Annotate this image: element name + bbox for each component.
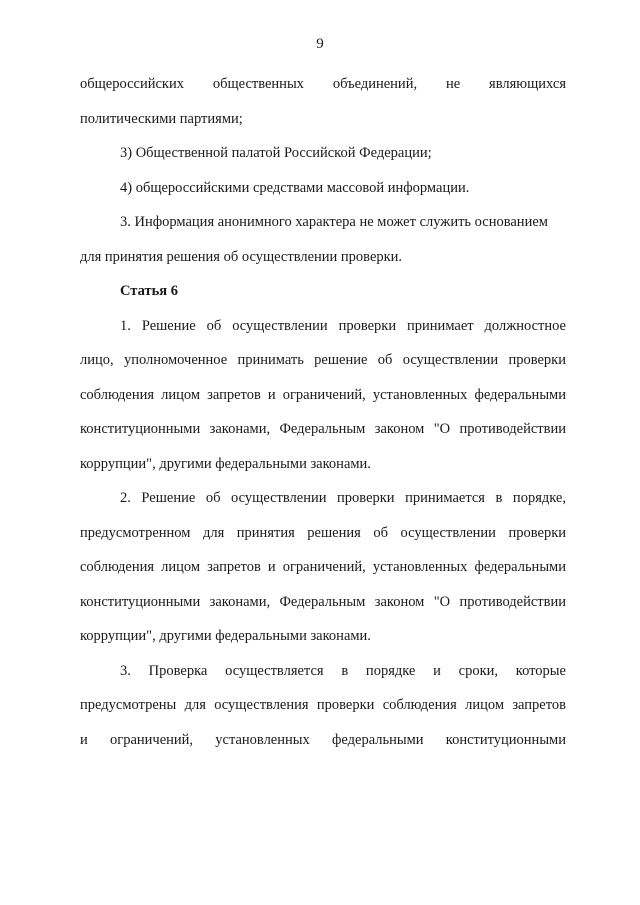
article-heading: Статья 6 [120,283,178,299]
text-line: и ограничений, установленных федеральными конституционными [80,731,566,748]
page-number: 9 [316,36,324,52]
text-line: предусмотрены для осуществления проверки соблюдения лицом запретов [80,697,566,713]
text-line: общероссийских общественных объединений, не являющихся [80,76,566,92]
list-item: 3) Общественной палатой Российской Федерации; [120,145,432,161]
paragraph-start: 3. Проверка осуществляется в порядке и сроки, которые [120,662,566,679]
text-line: соблюдения лицом запретов и ограничений, установленных федеральными [80,386,566,403]
list-item: 4) общероссийскими средствами массовой информации. [120,179,470,196]
text-line: коррупции", другими федеральными законами. [80,628,371,644]
paragraph-start: 3. Информация анонимного характера не может служить основанием [120,214,548,230]
text-line: для принятия решения об осуществлении проверки. [80,248,403,265]
text-line: конституционными законами, Федеральным законом "О противодействии [80,593,566,610]
text-line: предусмотренном для принятия решения об осуществлении проверки [80,524,566,541]
text-line: соблюдения лицом запретов и ограничений, установленных федеральными [80,559,566,575]
text-line: политическими партиями; [80,110,243,127]
text-line: коррупции", другими федеральными законами. [80,455,371,472]
paragraph-start: 1. Решение об осуществлении проверки принимает должностное [120,317,566,334]
document-body [80,67,566,757]
text-line: лицо, уполномоченное принимать решение об осуществлении проверки [80,352,566,368]
paragraph-start: 2. Решение об осуществлении проверки принимается в порядке, [120,490,566,506]
text-line: конституционными законами, Федеральным законом "О противодействии [80,421,566,437]
